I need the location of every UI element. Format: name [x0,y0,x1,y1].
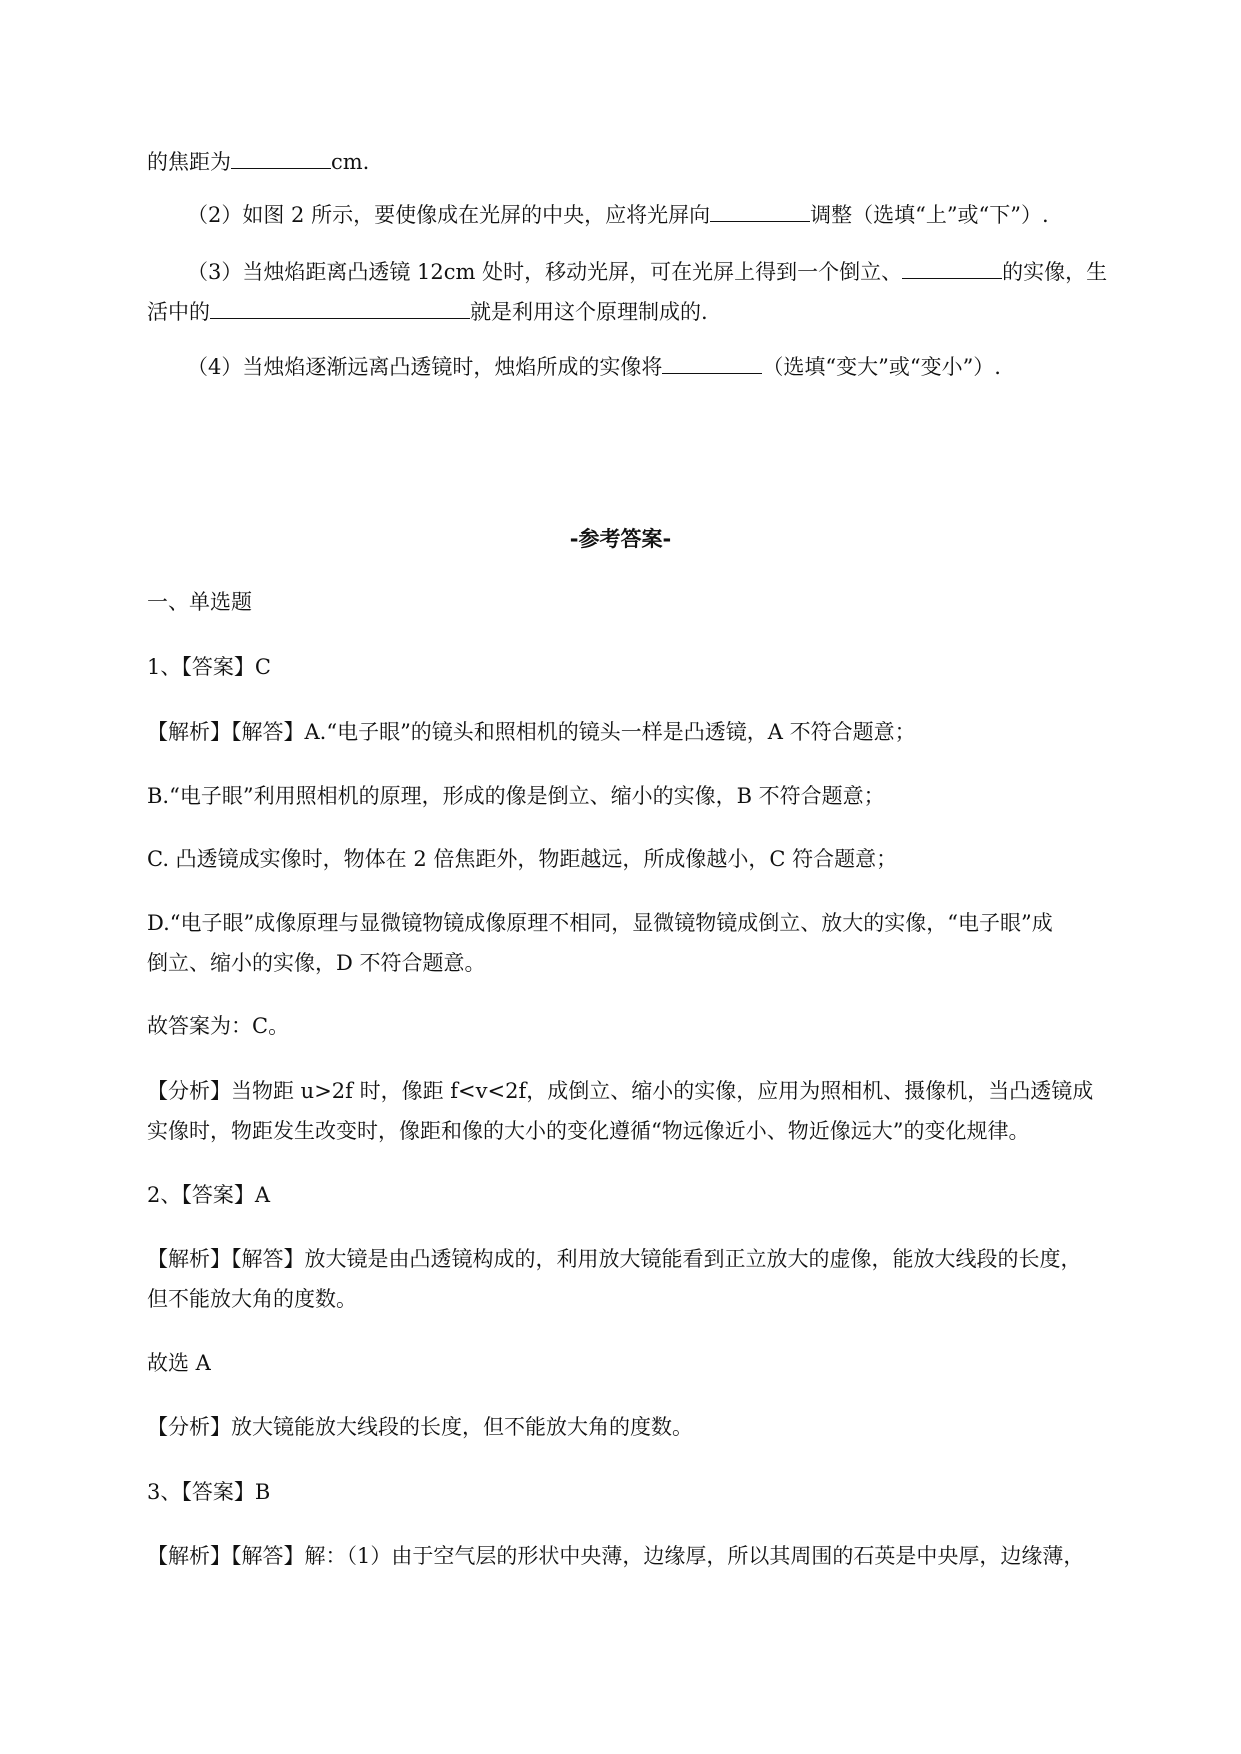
answer-line: 故选 A [147,1351,211,1375]
answer-line: 1、【答案】C [147,655,271,679]
question-1-tail [147,146,369,177]
question-3-line-1 [187,256,1107,287]
text: 的实像，生 [1002,260,1108,284]
text: cm. [331,150,370,174]
answer-blank [710,199,810,222]
answer-blank [231,146,331,169]
answer-line: 倒立、缩小的实像，D 不符合题意。 [147,951,486,975]
answer-line: 【解析】【解答】放大镜是由凸透镜构成的，利用放大镜能看到正立放大的虚像，能放大线段的长度， [147,1247,1082,1271]
question-2 [187,199,1049,230]
answer-line: 但不能放大角的度数。 [147,1287,357,1311]
answer-line: B.“电子眼”利用照相机的原理，形成的像是倒立、缩小的实像，B 不符合题意； [147,784,885,808]
text: 活中的 [147,300,210,324]
question-4 [187,351,1001,382]
answer-line: 实像时，物距发生改变时，像距和像的大小的变化遵循“物远像近小、物近像远大”的变化规律。 [147,1119,1030,1143]
text: 的焦距为 [147,150,231,174]
answer-blank [210,296,470,319]
answer-line: 【分析】当物距 u>2f 时，像距 f<v<2f，成倒立、缩小的实像，应用为照相机、摄像机，当凸透镜成 [147,1079,1094,1103]
text: （3）当烛焰距离凸透镜 12cm 处时，移动光屏，可在光屏上得到一个倒立、 [187,260,903,284]
answer-line: 2、【答案】A [147,1183,271,1207]
text: （选填“变大”或“变小”）. [762,355,1001,379]
answer-line: 【解析】【解答】A.“电子眼”的镜头和照相机的镜头一样是凸透镜，A 不符合题意； [147,720,916,744]
text: 调整（选填“上”或“下”）. [810,203,1049,227]
section-title: 一、单选题 [147,590,252,614]
answer-line: 【解析】【解答】解：（1）由于空气层的形状中央薄，边缘厚，所以其周围的石英是中央厚，边缘薄， [147,1544,1085,1568]
text: （2）如图 2 所示，要使像成在光屏的中央，应将光屏向 [187,203,711,227]
answer-blank [902,256,1002,279]
answer-line: C. 凸透镜成实像时，物体在 2 倍焦距外，物距越远，所成像越小，C 符合题意； [147,847,898,871]
answer-line: D.“电子眼”成像原理与显微镜物镜成像原理不相同，显微镜物镜成倒立、放大的实像，“电子眼”成 [147,911,1053,935]
answers-heading: -参考答案- [569,527,672,551]
text: 就是利用这个原理制成的. [470,300,708,324]
answer-blank [662,351,762,374]
question-3-line-2 [147,296,708,327]
answer-line: 【分析】放大镜能放大线段的长度，但不能放大角的度数。 [147,1415,693,1439]
text: （4）当烛焰逐渐远离凸透镜时，烛焰所成的实像将 [187,355,663,379]
answer-line: 3、【答案】B [147,1480,271,1504]
answer-line: 故答案为：C。 [147,1014,290,1038]
